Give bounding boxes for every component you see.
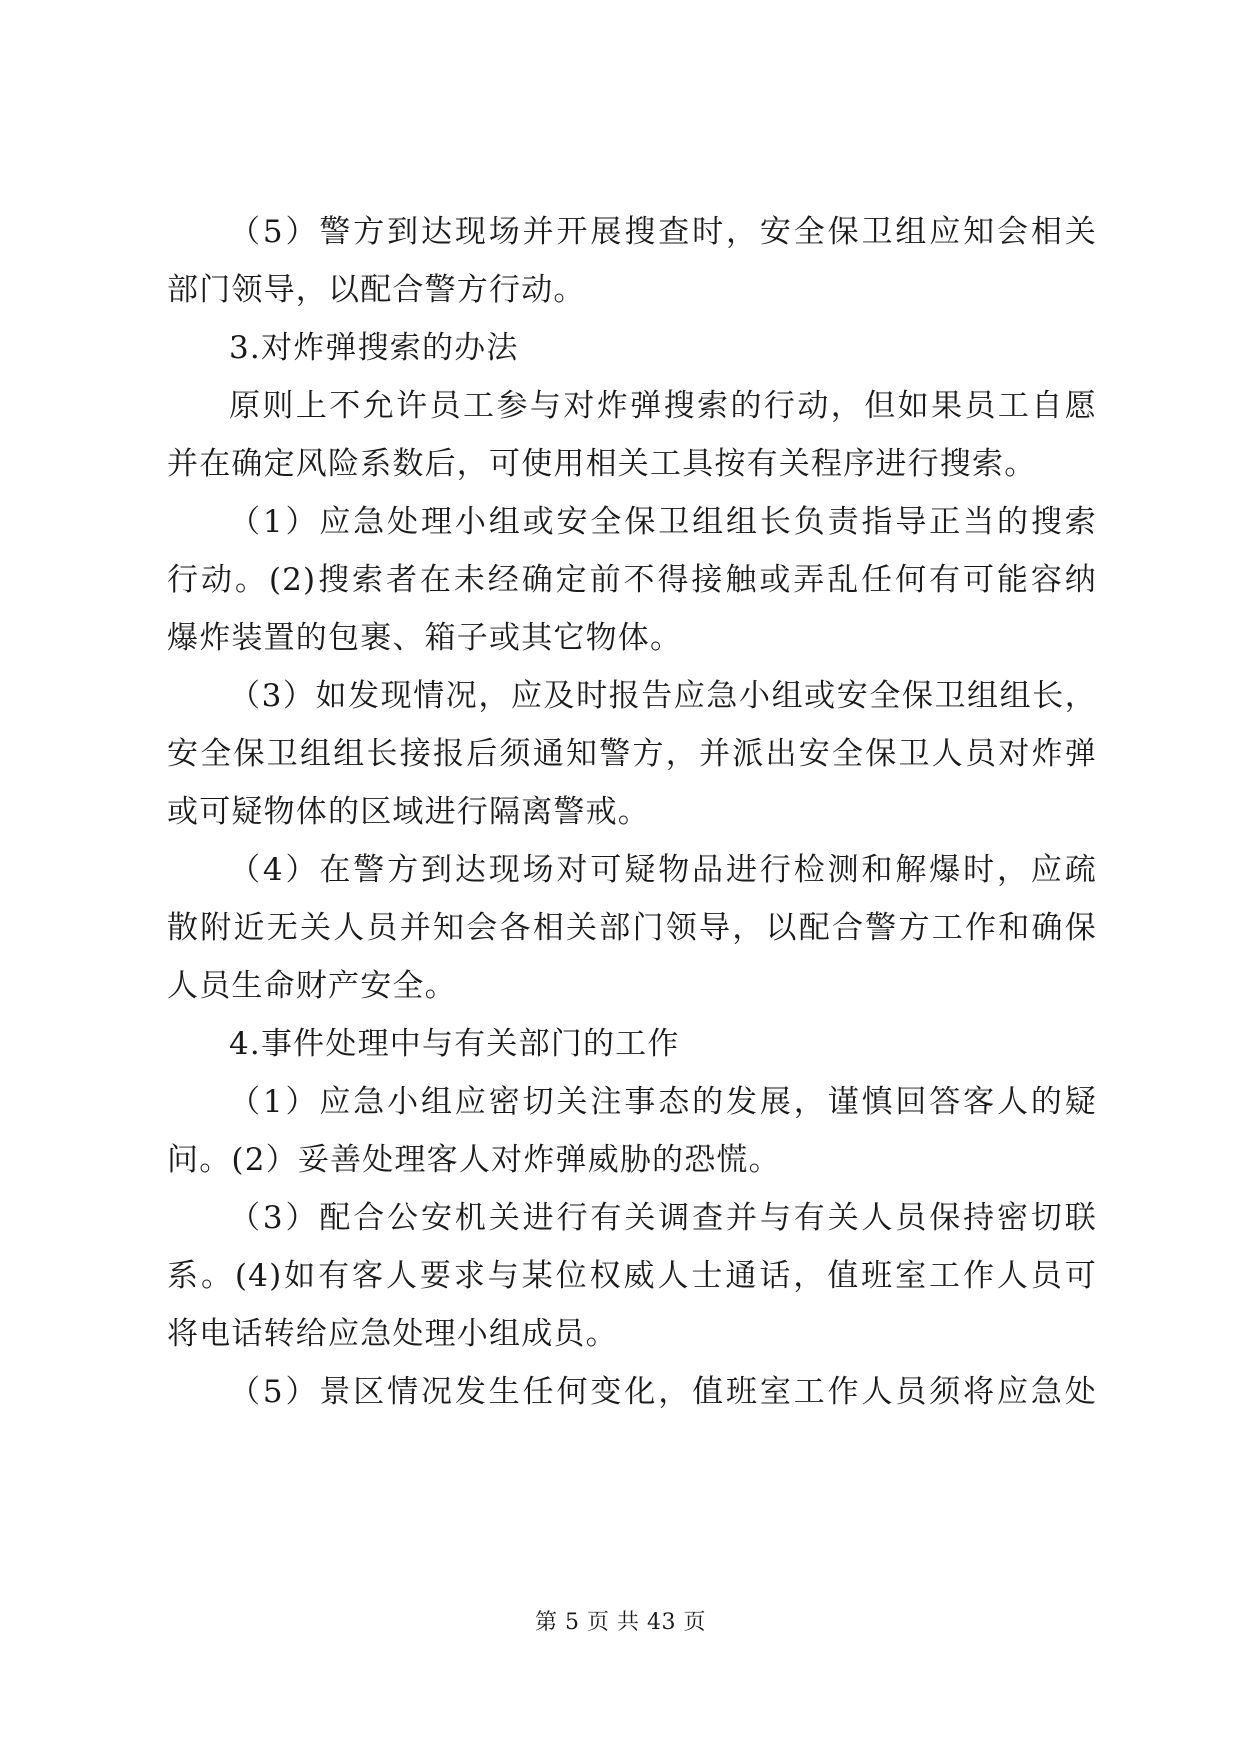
text-line: 原则上不允许员工参与对炸弹搜索的行动，但如果员工自愿 (229, 388, 1097, 424)
text-line: 问。(2）妥善处理客人对炸弹威胁的恐慌。 (167, 1142, 781, 1178)
text-line: 并在确定风险系数后，可使用相关工具按有关程序进行搜索。 (167, 446, 1037, 482)
text-line: 行动。(2)搜索者在未经确定前不得接触或弄乱任何有可能容纳 (167, 562, 1097, 598)
section-heading: 4.事件处理中与有关部门的工作 (229, 1026, 680, 1062)
text-line: 安全保卫组组长接报后须通知警方，并派出安全保卫人员对炸弹 (167, 736, 1097, 772)
text-line: （3）配合公安机关进行有关调查并与有关人员保持密切联 (229, 1200, 1097, 1236)
section-heading: 3.对炸弹搜索的办法 (229, 330, 519, 366)
text-line: 将电话转给应急处理小组成员。 (167, 1316, 618, 1352)
text-line: 系。(4)如有客人要求与某位权威人士通话，值班室工作人员可 (167, 1258, 1097, 1294)
text-line: （5）警方到达现场并开展搜查时，安全保卫组应知会相关 (229, 214, 1097, 250)
text-line: 散附近无关人员并知会各相关部门领导，以配合警方工作和确保 (167, 910, 1097, 946)
text-line: 或可疑物体的区域进行隔离警戒。 (167, 794, 650, 830)
text-line: （5）景区情况发生任何变化，值班室工作人员须将应急处 (229, 1374, 1097, 1410)
page-number-footer: 第 5 页 共 43 页 (535, 1610, 706, 1635)
text-line: 爆炸装置的包裹、箱子或其它物体。 (167, 620, 683, 656)
text-line: （1）应急小组应密切关注事态的发展，谨慎回答客人的疑 (229, 1084, 1097, 1120)
text-line: 人员生命财产安全。 (167, 968, 457, 1004)
text-line: （1）应急处理小组或安全保卫组组长负责指导正当的搜索 (229, 504, 1097, 540)
text-line: （4）在警方到达现场对可疑物品进行检测和解爆时，应疏 (229, 852, 1097, 888)
text-line: 部门领导，以配合警方行动。 (167, 272, 586, 308)
text-line: （3）如发现情况，应及时报告应急小组或安全保卫组组长， (229, 678, 1097, 714)
